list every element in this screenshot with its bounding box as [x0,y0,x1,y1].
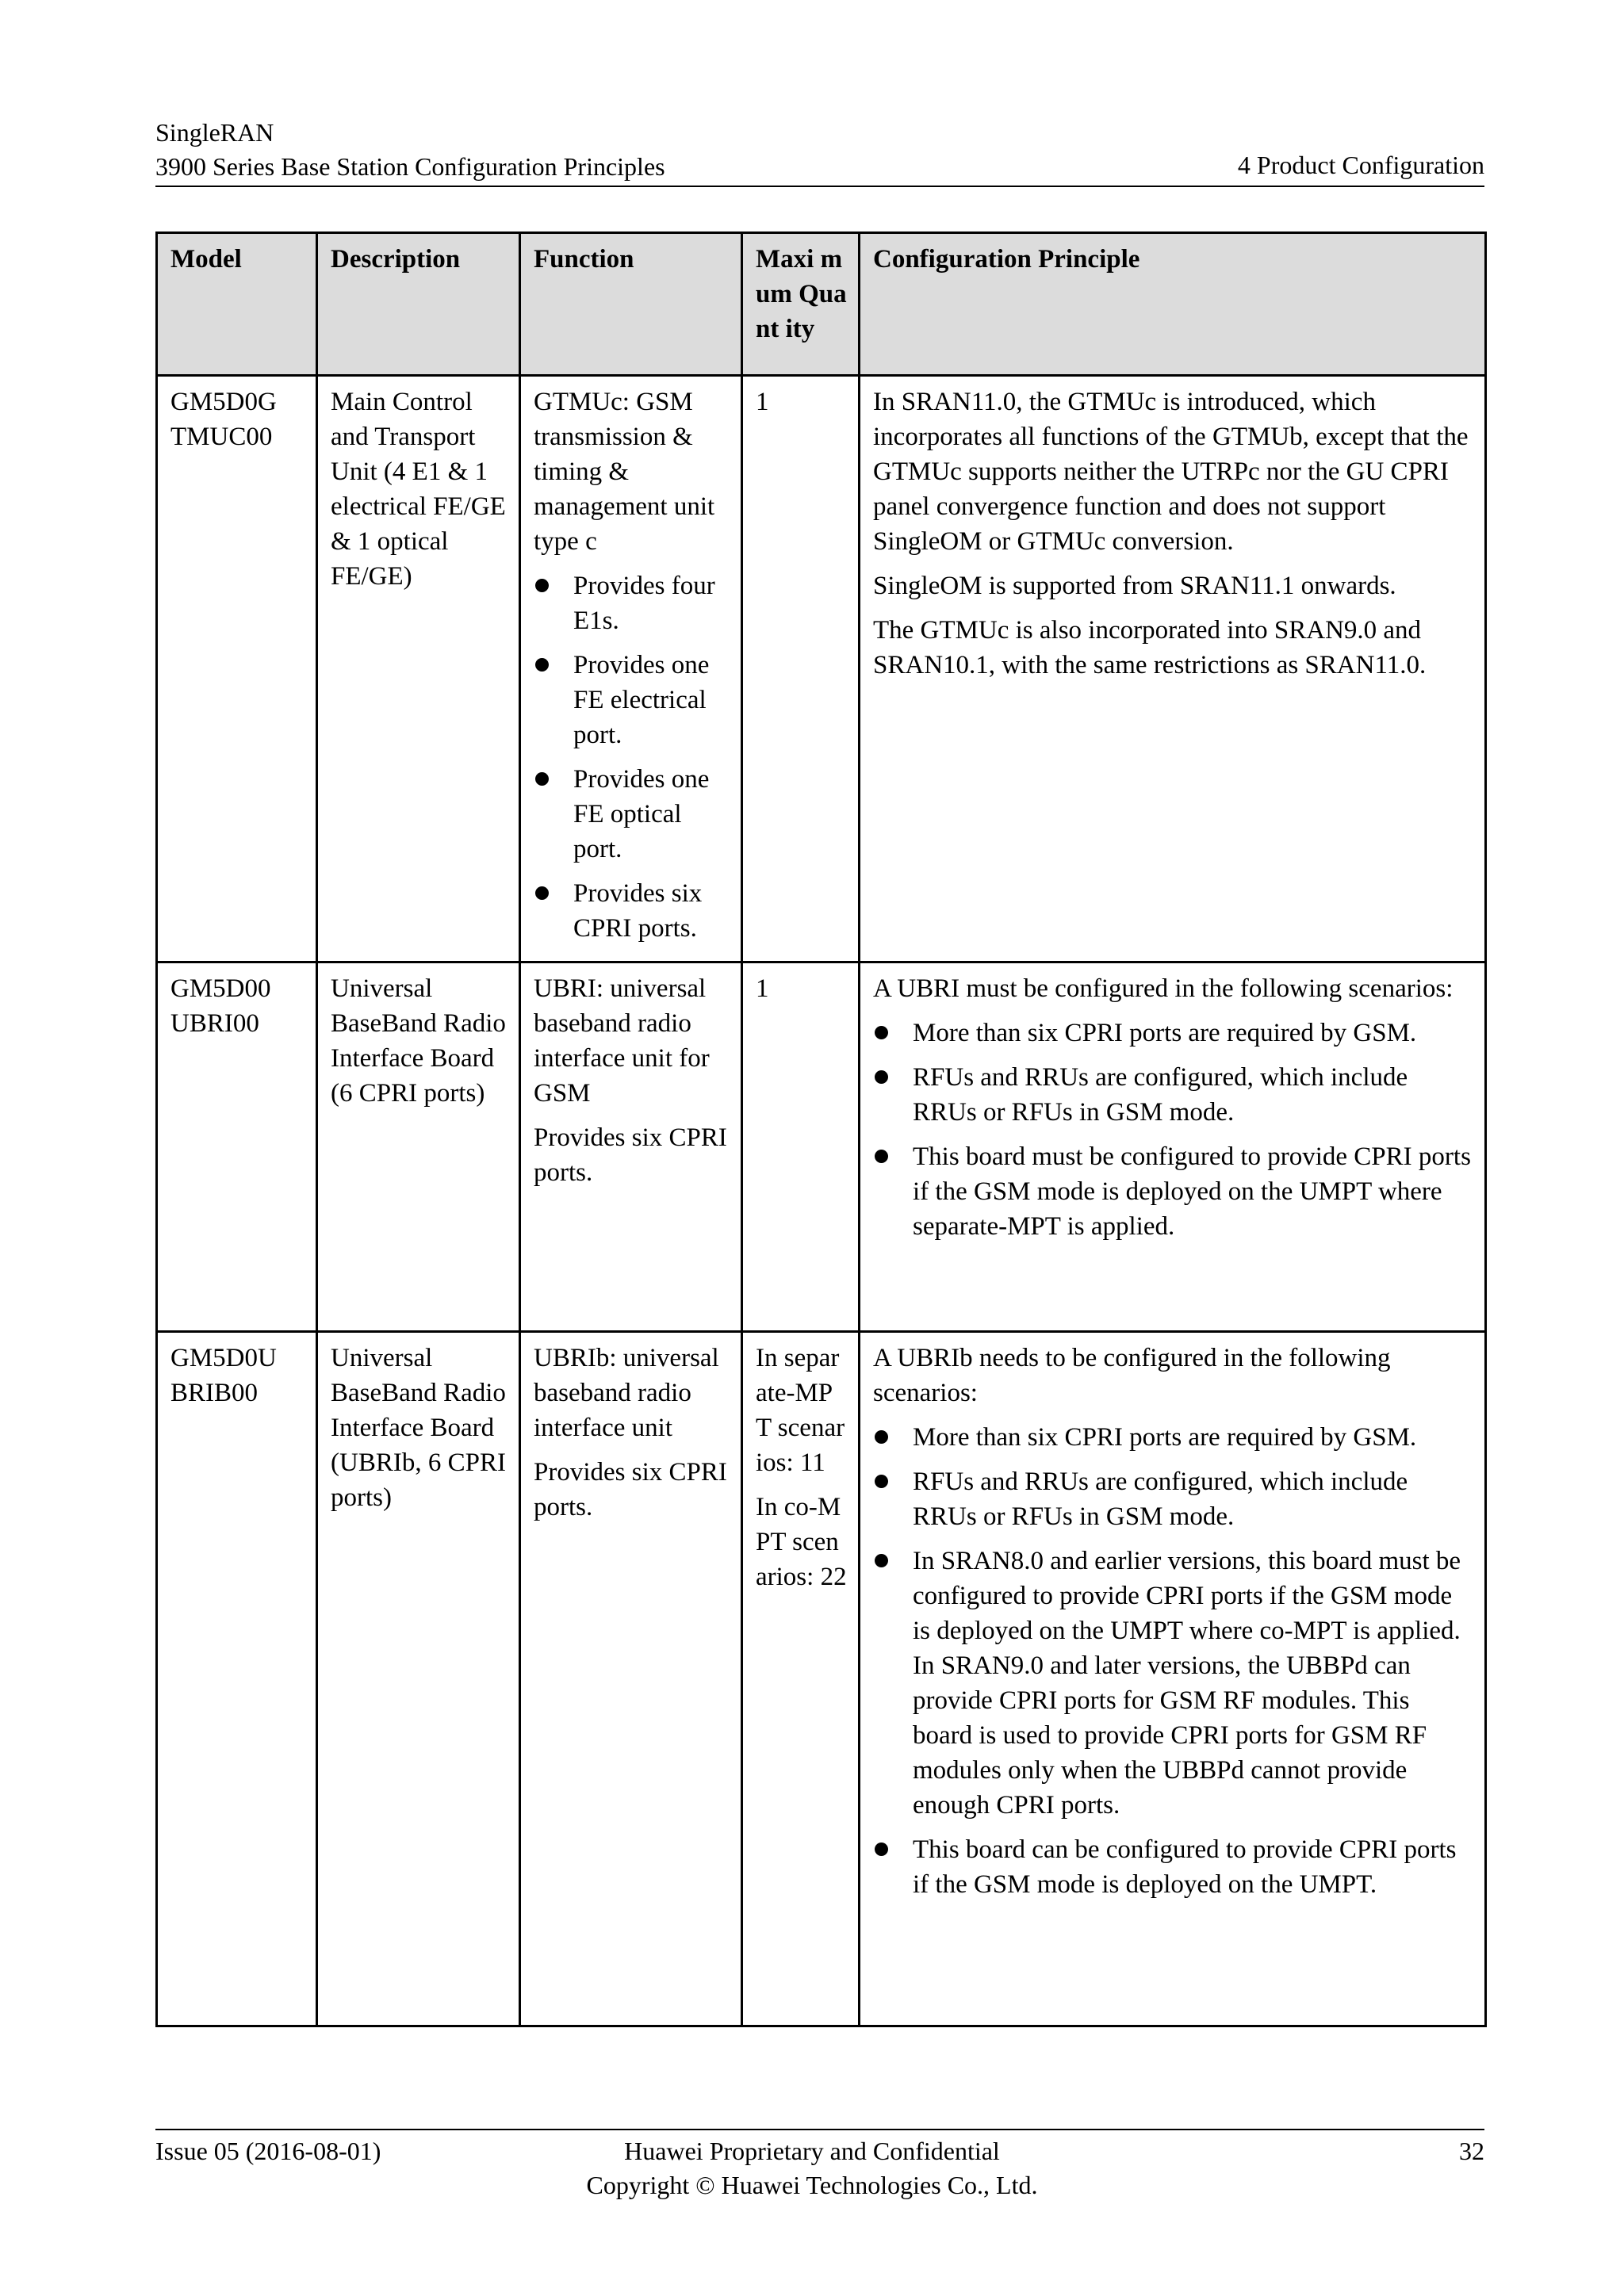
list-item: Provides one FE optical port. [534,762,730,867]
cell-function [520,962,742,1332]
cell-max-quantity [742,1332,860,2026]
header-doc-title: 3900 Series Base Station Configuration Principles [155,152,665,181]
list-item: Provides one FE electrical port. [534,648,730,752]
cell-model: GM5D00 UBRI00 [157,962,317,1332]
cell-config-principle [860,962,1486,1332]
list-item: RFUs and RRUs are configured, which include RRUs or RFUs in GSM mode. [873,1060,1473,1130]
function-extra: Provides six CPRI ports. [534,1458,727,1521]
footer-center [0,2134,1624,2202]
list-item: Provides four E1s. [534,568,730,638]
footer-copyright: Copyright © Huawei Technologies Co., Ltd. [586,2171,1038,2199]
table-header-row [157,233,1486,376]
cell-max-quantity [742,962,860,1332]
column-header-config-principle: Configuration Principle [860,233,1486,376]
footer-rule [155,2129,1484,2130]
cell-description: Universal BaseBand Radio Interface Board (6 CPRI ports) [317,962,520,1332]
cell-config-principle [860,376,1486,962]
list-item: Provides six CPRI ports. [534,876,730,946]
cell-function [520,1332,742,2026]
footer-page-number: 32 [1459,2137,1484,2165]
function-intro: GTMUc: GSM transmission & timing & management unit type c [534,388,715,556]
header-product: SingleRAN [155,118,274,147]
list-item: More than six CPRI ports are required by GSM. [873,1420,1473,1455]
max-quantity-value: 1 [756,974,769,1003]
page-header [155,116,665,184]
max-quantity-value: 1 [756,388,769,416]
column-header-function: Function [520,233,742,376]
cell-description: Universal BaseBand Radio Interface Board (UBRIb, 6 CPRI ports) [317,1332,520,2026]
list-item: In SRAN8.0 and earlier versions, this board must be configured to provide CPRI ports if the GSM mode is deployed on the UMPT where co-MPT is applied. In SRAN9.0 and later versions, the UBBPd can provide CPRI ports for GSM RF modules. This board is used to provide CPRI ports for GSM RF modules only when the UBBPd cannot provide enough CPRI ports. [873,1544,1473,1823]
list-item: RFUs and RRUs are configured, which include RRUs or RFUs in GSM mode. [873,1464,1473,1534]
cell-config-principle [860,1332,1486,2026]
max-quantity-value: In separate-MPT scenarios: 11 [756,1344,845,1477]
header-chapter: 4 Product Configuration [1237,151,1484,179]
list-item: This board must be configured to provide CPRI ports if the GSM mode is deployed on the UMPT where separate-MPT is applied. [873,1139,1473,1244]
principle-paragraph: A UBRIb needs to be configured in the following scenarios: [873,1344,1391,1407]
function-extra: Provides six CPRI ports. [534,1123,727,1187]
cell-model: GM5D0G TMUC00 [157,376,317,962]
cell-description: Main Control and Transport Unit (4 E1 & 1 electrical FE/GE & 1 optical FE/GE) [317,376,520,962]
header-rule [155,186,1484,187]
column-header-description: Description [317,233,520,376]
max-quantity-value: In co-MPT scenarios: 22 [756,1493,847,1591]
column-header-model: Model [157,233,317,376]
column-header-max-quantity: Maxi mum Quant ity [742,233,860,376]
list-item: More than six CPRI ports are required by GSM. [873,1016,1473,1050]
table-row [157,962,1486,1332]
function-bullet-list [534,568,730,946]
principle-bullet-list [873,1016,1473,1244]
footer-issue: Issue 05 (2016-08-01) [155,2137,381,2165]
table-row [157,1332,1486,2026]
principle-paragraph: A UBRI must be configured in the following scenarios: [873,974,1454,1003]
principle-bullet-list [873,1420,1473,1902]
function-intro: UBRIb: universal baseband radio interface unit [534,1344,719,1442]
cell-function [520,376,742,962]
principle-paragraph: The GTMUc is also incorporated into SRAN9.0 and SRAN10.1, with the same restrictions as SRAN11.0. [873,616,1427,679]
footer-confidential: Huawei Proprietary and Confidential [624,2137,1000,2165]
principle-paragraph: SingleOM is supported from SRAN11.1 onwards. [873,572,1396,600]
table-row [157,376,1486,962]
function-intro: UBRI: universal baseband radio interface unit for GSM [534,974,710,1108]
list-item: This board can be configured to provide CPRI ports if the GSM mode is deployed on the UMPT. [873,1832,1473,1902]
configuration-table [155,232,1487,2027]
principle-paragraph: In SRAN11.0, the GTMUc is introduced, which incorporates all functions of the GTMUb, except that the GTMUc supports neither the UTRPc nor the GU CPRI panel convergence function and does not support SingleOM or GTMUc conversion. [873,388,1469,556]
cell-model: GM5D0U BRIB00 [157,1332,317,2026]
cell-max-quantity [742,376,860,962]
